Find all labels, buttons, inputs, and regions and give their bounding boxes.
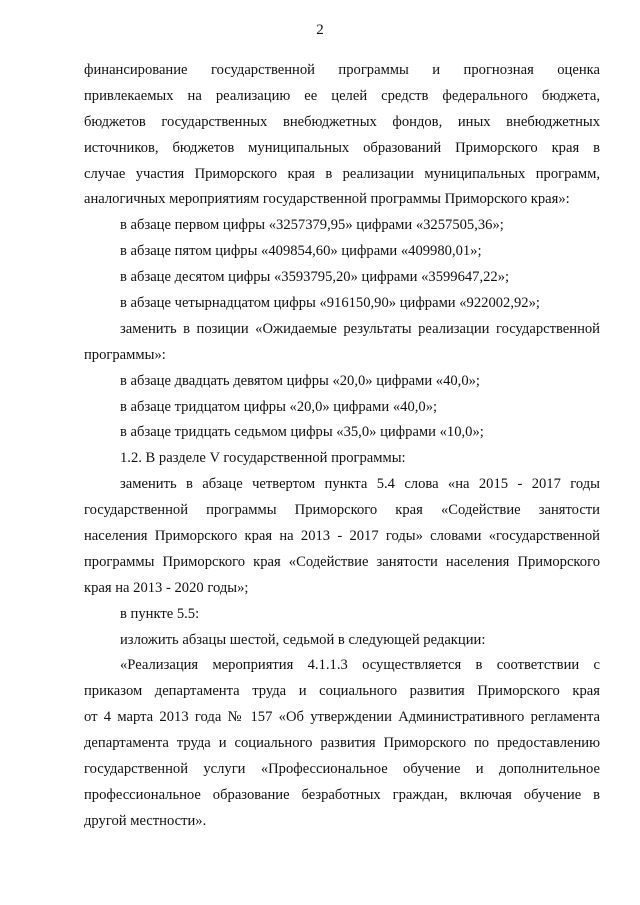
text-line: в абзаце первом цифры «3257379,95» цифрами «3257505,36»; <box>120 217 504 234</box>
text-line: программы Приморского края «Содействие занятости населения Приморского <box>84 553 600 570</box>
text-line: другой местности». <box>84 812 207 829</box>
text-line: аналогичных мероприятиям государственной программы Приморского края»: <box>84 191 570 208</box>
text-line: в абзаце пятом цифры «409854,60» цифрами «409980,01»; <box>120 243 482 260</box>
text-line: края на 2013 - 2020 годы»; <box>84 579 249 596</box>
text-line: государственной услуги «Профессиональное обучение и дополнительное <box>84 761 600 778</box>
document-body <box>84 58 600 835</box>
text-line: «Реализация мероприятия 4.1.1.3 осуществляется в соответствии с <box>120 657 600 674</box>
text-line: заменить в позиции «Ожидаемые результаты реализации государственной <box>120 320 600 337</box>
text-line: в абзаце тридцатом цифры «20,0» цифрами «40,0»; <box>120 398 438 415</box>
text-line: источников, бюджетов муниципальных образований Приморского края в <box>84 139 600 156</box>
text-line: бюджетов государственных внебюджетных фондов, иных внебюджетных <box>84 113 600 130</box>
text-line: программы»: <box>84 346 166 363</box>
text-line: в абзаце двадцать девятом цифры «20,0» цифрами «40,0»; <box>120 372 480 389</box>
text-line: привлекаемых на реализацию ее целей средств федерального бюджета, <box>84 87 600 104</box>
text-line: финансирование государственной программы и прогнозная оценка <box>84 62 600 78</box>
text-line: от 4 марта 2013 года № 157 «Об утверждении Административного регламента <box>84 709 600 726</box>
text-line: в пункте 5.5: <box>120 605 200 622</box>
text-line: профессиональное образование безработных граждан, включая обучение в <box>84 786 600 803</box>
text-line: государственной программы Приморского края «Содействие занятости <box>84 502 600 519</box>
text-line: изложить абзацы шестой, седьмой в следующей редакции: <box>120 631 486 648</box>
text-line: 1.2. В разделе V государственной программы: <box>120 450 406 467</box>
text-line: случае участия Приморского края в реализации муниципальных программ, <box>84 165 600 182</box>
text-line: приказом департамента труда и социального развития Приморского края <box>84 683 600 700</box>
text-line: заменить в абзаце четвертом пункта 5.4 слова «на 2015 - 2017 годы <box>120 476 600 493</box>
page-number: 2 <box>316 22 324 38</box>
text-line: департамента труда и социального развития Приморского по предоставлению <box>84 735 600 752</box>
text-line: в абзаце четырнадцатом цифры «916150,90» цифрами «922002,92»; <box>120 295 540 312</box>
text-line: в абзаце десятом цифры «3593795,20» цифрами «3599647,22»; <box>120 269 510 286</box>
text-line: в абзаце тридцать седьмом цифры «35,0» цифрами «10,0»; <box>120 424 484 441</box>
text-line: населения Приморского края на 2013 - 2017 годы» словами «государственной <box>84 528 600 545</box>
